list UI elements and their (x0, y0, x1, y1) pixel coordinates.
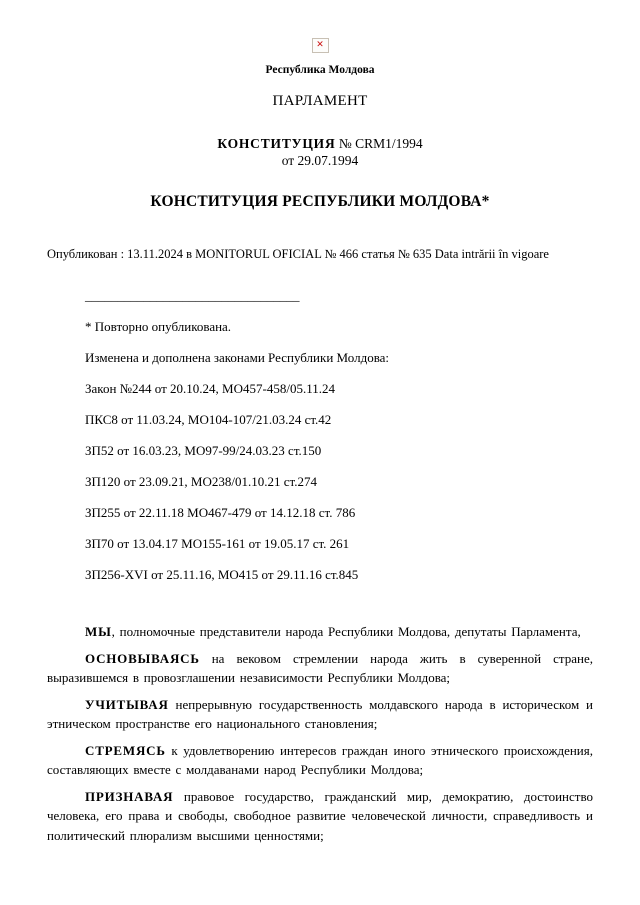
doc-number: № CRM1/1994 (335, 136, 423, 151)
preamble-paragraph (47, 649, 593, 688)
preamble-lead: УЧИТЫВАЯ (85, 696, 169, 712)
preamble-text: непрерывную государственность молдавского народа в историческом и этническом пространстве его национального становления; (47, 696, 593, 731)
preamble-text: , полномочные представители народа Республики Молдова, депутаты Парламента, (111, 624, 581, 639)
preamble-paragraph (47, 741, 593, 780)
preamble-text: правовое государство, гражданский мир, демократию, достоинство человека, его права и свободы, свободное развитие человеческой личности, справедливость и политический плюрализм высшими ценностями; (47, 788, 593, 843)
amendment-line: ЗП255 от 22.11.18 МО467-479 от 14.12.18 ст. 786 (85, 505, 356, 520)
publication-line: Опубликован : 13.11.2024 в MONITORUL OFICIAL № 466 статья № 635 Data intrării în vigoare (47, 247, 549, 261)
doc-type-label: КОНСТИТУЦИЯ (217, 136, 336, 151)
preamble-paragraph (47, 787, 593, 846)
preamble-paragraph (47, 622, 593, 642)
note-republished: * Повторно опубликована. (85, 319, 232, 334)
amendment-line: Закон №244 от 20.10.24, МО457-458/05.11.24 (85, 381, 335, 396)
preamble-lead: МЫ (85, 624, 112, 639)
org-name: Республика Молдова (265, 64, 375, 76)
preamble-lead: СТРЕМЯСЬ (85, 742, 166, 758)
document-title: КОНСТИТУЦИЯ РЕСПУБЛИКИ МОЛДОВА* (150, 193, 490, 210)
amendment-line: ПКС8 от 11.03.24, МО104-107/21.03.24 ст.42 (85, 412, 332, 427)
separator-line: _________________________________ (85, 288, 300, 303)
preamble (47, 622, 593, 845)
document-header (47, 36, 593, 211)
doc-number-line (47, 136, 593, 152)
amendment-line: ЗП52 от 16.03.23, МО97-99/24.03.23 ст.150 (85, 443, 322, 458)
doc-date: от 29.07.1994 (281, 153, 359, 168)
preamble-lead: ОСНОВЫВАЯСЬ (85, 650, 200, 666)
broken-image-x-glyph: ✕ (316, 39, 324, 50)
amendment-line: ЗП120 от 23.09.21, МО238/01.10.21 ст.274 (85, 474, 317, 489)
broken-image-icon (312, 38, 329, 53)
institution-name: ПАРЛАМЕНТ (272, 93, 368, 109)
note-amended: Изменена и дополнена законами Республики Молдова: (85, 350, 390, 365)
preamble-text: на вековом стремлении народа жить в суверенной стране, выразившемся в провозглашении независимости Республики Молдова; (47, 650, 593, 685)
preamble-paragraph (47, 695, 593, 734)
notes-block (85, 286, 593, 584)
amendment-line: ЗП70 от 13.04.17 МО155-161 от 19.05.17 ст. 261 (85, 536, 350, 551)
preamble-lead: ПРИЗНАВАЯ (85, 788, 174, 804)
preamble-text: к удовлетворению интересов граждан иного этнического происхождения, составляющих вместе с молдаванами народ Республики Молдова; (47, 742, 593, 777)
amendment-line: ЗП256-XVI от 25.11.16, МО415 от 29.11.16 ст.845 (85, 567, 359, 582)
